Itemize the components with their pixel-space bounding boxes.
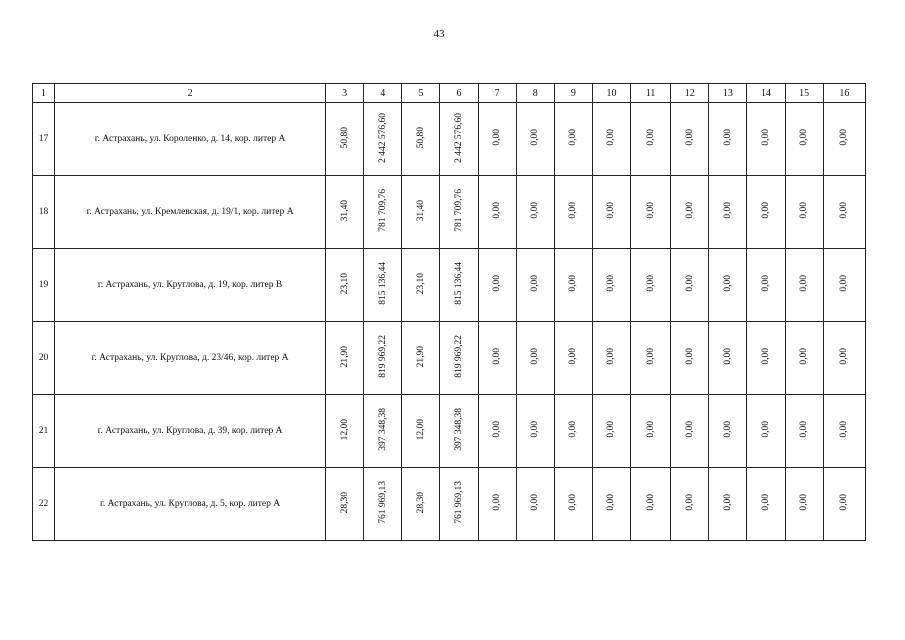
value-cell [631, 468, 671, 541]
cell-value: 781 709,76 [453, 189, 464, 232]
cell-value: 0,00 [684, 275, 695, 292]
cell-value: 761 969,13 [377, 481, 388, 524]
value-cell [440, 103, 478, 176]
cell-value: 0,00 [839, 275, 850, 292]
value-cell [785, 468, 823, 541]
value-cell [364, 395, 402, 468]
column-header: 16 [823, 84, 865, 103]
address-cell: г. Астрахань, ул. Кремлевская, д. 19/1, кор. литер А [55, 176, 326, 249]
value-cell [440, 468, 478, 541]
value-cell [516, 322, 554, 395]
cell-value: 815 136,44 [377, 262, 388, 305]
column-header: 8 [516, 84, 554, 103]
cell-value: 0,00 [606, 129, 617, 146]
value-cell [592, 249, 630, 322]
cell-value: 0,00 [722, 421, 733, 438]
cell-value: 12,00 [339, 418, 350, 441]
value-cell [516, 103, 554, 176]
cell-value: 0,00 [799, 494, 810, 511]
cell-value: 0,00 [645, 129, 656, 146]
table-row [33, 103, 866, 176]
value-cell [823, 249, 865, 322]
cell-value: 0,00 [799, 129, 810, 146]
value-cell [785, 176, 823, 249]
value-cell [709, 176, 747, 249]
cell-value: 0,00 [799, 348, 810, 365]
value-cell [785, 395, 823, 468]
cell-value: 0,00 [530, 421, 541, 438]
value-cell [478, 103, 516, 176]
value-cell [747, 322, 785, 395]
table-row [33, 249, 866, 322]
cell-value: 761 969,13 [453, 481, 464, 524]
cell-value: 0,00 [606, 275, 617, 292]
value-cell [326, 468, 364, 541]
cell-value: 28,30 [339, 491, 350, 514]
value-cell [785, 249, 823, 322]
column-header: 12 [671, 84, 709, 103]
value-cell [554, 395, 592, 468]
value-cell [631, 249, 671, 322]
value-cell [440, 176, 478, 249]
cell-value: 0,00 [530, 348, 541, 365]
cell-value: 0,00 [606, 494, 617, 511]
cell-value: 0,00 [492, 129, 503, 146]
column-header: 13 [709, 84, 747, 103]
value-cell [747, 249, 785, 322]
table-row [33, 468, 866, 541]
cell-value: 0,00 [684, 421, 695, 438]
table-body [33, 103, 866, 541]
value-cell [402, 395, 440, 468]
cell-value: 31,40 [415, 199, 426, 222]
cell-value: 0,00 [606, 202, 617, 219]
cell-value: 23,10 [415, 272, 426, 295]
page-number: 43 [433, 28, 445, 40]
cell-value: 0,00 [530, 129, 541, 146]
value-cell [516, 395, 554, 468]
cell-value: 0,00 [645, 275, 656, 292]
column-header: 10 [592, 84, 630, 103]
value-cell [631, 176, 671, 249]
cell-value: 0,00 [530, 202, 541, 219]
row-number: 17 [33, 103, 55, 176]
cell-value: 23,10 [339, 272, 350, 295]
cell-value: 0,00 [684, 129, 695, 146]
value-cell [785, 103, 823, 176]
cell-value: 0,00 [606, 348, 617, 365]
cell-value: 0,00 [492, 494, 503, 511]
value-cell [554, 322, 592, 395]
cell-value: 0,00 [645, 202, 656, 219]
value-cell [402, 322, 440, 395]
value-cell [440, 395, 478, 468]
address-cell: г. Астрахань, ул. Круглова, д. 19, кор. литер В [55, 249, 326, 322]
value-cell [785, 322, 823, 395]
value-cell [364, 468, 402, 541]
value-cell [440, 322, 478, 395]
value-cell [402, 468, 440, 541]
cell-value: 397 348,38 [377, 408, 388, 451]
cell-value: 0,00 [722, 129, 733, 146]
value-cell [326, 176, 364, 249]
value-cell [364, 103, 402, 176]
value-cell [554, 103, 592, 176]
column-header: 4 [364, 84, 402, 103]
cell-value: 0,00 [568, 202, 579, 219]
cell-value: 0,00 [722, 348, 733, 365]
value-cell [592, 468, 630, 541]
cell-value: 0,00 [839, 494, 850, 511]
value-cell [478, 176, 516, 249]
value-cell [364, 322, 402, 395]
cell-value: 0,00 [799, 202, 810, 219]
value-cell [709, 395, 747, 468]
value-cell [823, 103, 865, 176]
cell-value: 2 442 576,60 [453, 112, 464, 163]
value-cell [592, 103, 630, 176]
value-cell [671, 176, 709, 249]
value-cell [592, 395, 630, 468]
address-cell: г. Астрахань, ул. Круглова, д. 5, кор. литер А [55, 468, 326, 541]
value-cell [823, 468, 865, 541]
value-cell [823, 176, 865, 249]
cell-value: 0,00 [568, 494, 579, 511]
cell-value: 0,00 [492, 202, 503, 219]
column-header: 1 [33, 84, 55, 103]
cell-value: 0,00 [799, 275, 810, 292]
cell-value: 819 969,22 [453, 335, 464, 378]
value-cell [709, 103, 747, 176]
value-cell [402, 176, 440, 249]
cell-value: 819 969,22 [377, 335, 388, 378]
cell-value: 0,00 [568, 421, 579, 438]
cell-value: 50,80 [415, 126, 426, 149]
cell-value: 21,90 [415, 345, 426, 368]
cell-value: 0,00 [530, 494, 541, 511]
row-number: 19 [33, 249, 55, 322]
value-cell [747, 395, 785, 468]
value-cell [631, 322, 671, 395]
column-header: 11 [631, 84, 671, 103]
address-cell: г. Астрахань, ул. Короленко, д. 14, кор. литер А [55, 103, 326, 176]
cell-value: 0,00 [492, 421, 503, 438]
value-cell [709, 322, 747, 395]
cell-value: 0,00 [761, 494, 771, 511]
cell-value: 0,00 [645, 421, 656, 438]
cell-value: 0,00 [761, 275, 771, 292]
column-number-row [33, 84, 866, 103]
value-cell [516, 468, 554, 541]
value-cell [326, 249, 364, 322]
value-cell [364, 176, 402, 249]
value-cell [402, 249, 440, 322]
column-header: 15 [785, 84, 823, 103]
value-cell [592, 176, 630, 249]
cell-value: 0,00 [684, 348, 695, 365]
cell-value: 31,40 [339, 199, 350, 222]
column-header: 2 [55, 84, 326, 103]
cell-value: 12,00 [415, 418, 426, 441]
value-cell [592, 322, 630, 395]
cell-value: 0,00 [839, 202, 850, 219]
value-cell [516, 249, 554, 322]
column-header: 5 [402, 84, 440, 103]
cell-value: 0,00 [684, 202, 695, 219]
table-row [33, 176, 866, 249]
column-header: 14 [747, 84, 785, 103]
value-cell [326, 395, 364, 468]
address-cell: г. Астрахань, ул. Круглова, д. 23/46, кор. литер А [55, 322, 326, 395]
table-row [33, 395, 866, 468]
cell-value: 0,00 [839, 348, 850, 365]
cell-value: 0,00 [761, 202, 771, 219]
value-cell [440, 249, 478, 322]
value-cell [478, 249, 516, 322]
value-cell [554, 249, 592, 322]
value-cell [326, 103, 364, 176]
column-header: 3 [326, 84, 364, 103]
cell-value: 28,30 [415, 491, 426, 514]
row-number: 20 [33, 322, 55, 395]
cell-value: 0,00 [839, 421, 850, 438]
cell-value: 0,00 [761, 348, 771, 365]
value-cell [478, 468, 516, 541]
cell-value: 0,00 [761, 421, 771, 438]
cell-value: 781 709,76 [377, 189, 388, 232]
value-cell [364, 249, 402, 322]
cell-value: 0,00 [722, 494, 733, 511]
cell-value: 0,00 [568, 275, 579, 292]
cell-value: 0,00 [606, 421, 617, 438]
cell-value: 0,00 [684, 494, 695, 511]
value-cell [709, 249, 747, 322]
cell-value: 0,00 [568, 129, 579, 146]
value-cell [554, 468, 592, 541]
cell-value: 0,00 [645, 348, 656, 365]
row-number: 22 [33, 468, 55, 541]
cell-value: 0,00 [839, 129, 850, 146]
value-cell [823, 322, 865, 395]
cell-value: 0,00 [799, 421, 810, 438]
column-header: 9 [554, 84, 592, 103]
value-cell [747, 468, 785, 541]
value-cell [478, 395, 516, 468]
value-cell [747, 176, 785, 249]
value-cell [671, 395, 709, 468]
value-cell [402, 103, 440, 176]
address-cell: г. Астрахань, ул. Круглова, д. 39, кор. литер А [55, 395, 326, 468]
value-cell [631, 395, 671, 468]
column-header: 6 [440, 84, 478, 103]
value-cell [671, 103, 709, 176]
value-cell [554, 176, 592, 249]
value-cell [326, 322, 364, 395]
row-number: 21 [33, 395, 55, 468]
value-cell [671, 468, 709, 541]
cell-value: 0,00 [761, 129, 771, 146]
value-cell [671, 249, 709, 322]
cell-value: 397 348,38 [453, 408, 464, 451]
cell-value: 2 442 576,60 [377, 112, 388, 163]
cell-value: 50,80 [339, 126, 350, 149]
cell-value: 0,00 [492, 275, 503, 292]
housing-register-table [32, 83, 866, 541]
cell-value: 0,00 [722, 202, 733, 219]
value-cell [823, 395, 865, 468]
cell-value: 21,90 [339, 345, 350, 368]
cell-value: 815 136,44 [453, 262, 464, 305]
table-row [33, 322, 866, 395]
value-cell [709, 468, 747, 541]
cell-value: 0,00 [722, 275, 733, 292]
cell-value: 0,00 [568, 348, 579, 365]
column-header: 7 [478, 84, 516, 103]
value-cell [478, 322, 516, 395]
row-number: 18 [33, 176, 55, 249]
value-cell [671, 322, 709, 395]
value-cell [631, 103, 671, 176]
value-cell [747, 103, 785, 176]
cell-value: 0,00 [530, 275, 541, 292]
cell-value: 0,00 [492, 348, 503, 365]
value-cell [516, 176, 554, 249]
cell-value: 0,00 [645, 494, 656, 511]
